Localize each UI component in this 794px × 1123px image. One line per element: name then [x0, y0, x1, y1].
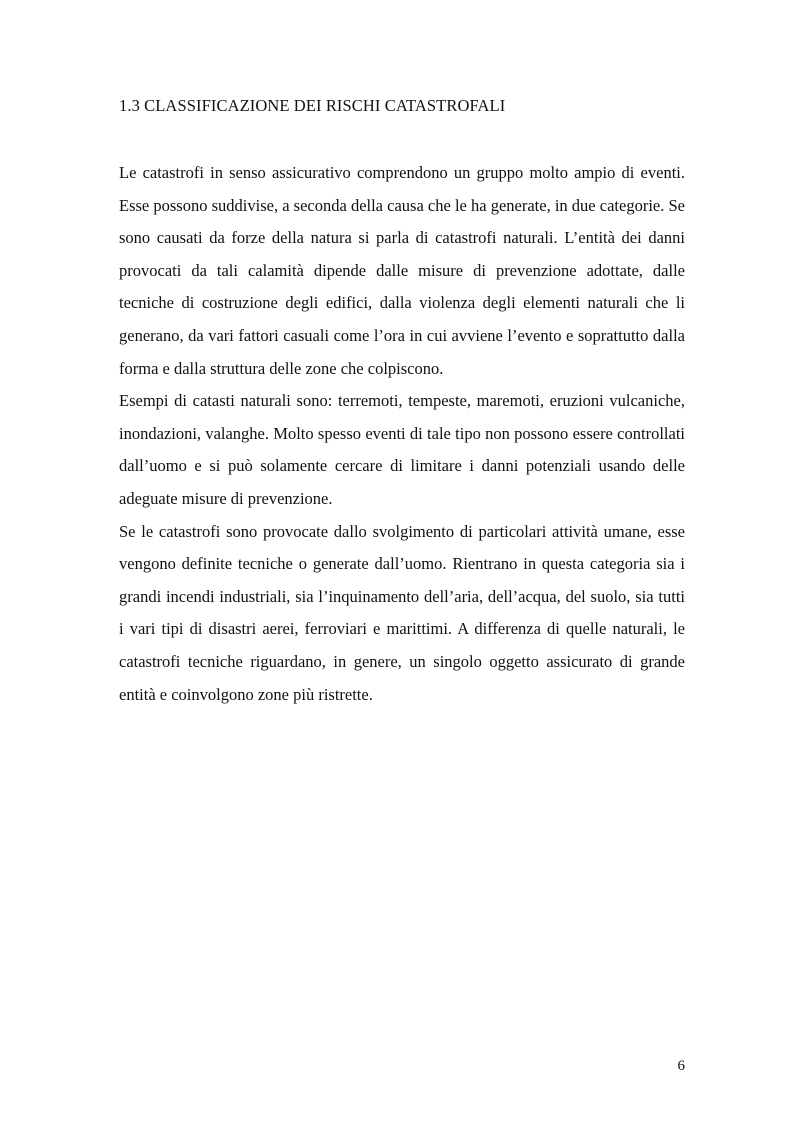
page-number: 6: [677, 1058, 685, 1074]
paragraph-natural-examples: Esempi di catasti naturali sono: terremoti, tempeste, maremoti, eruzioni vulcaniche, inondazioni, valanghe. Molto spesso eventi di tale tipo non possono essere controllati dall’uomo e si può solamente cercare di limitare i danni potenziali usando delle adeguate misure di prevenzione.: [119, 391, 685, 508]
paragraph-definition: Le catastrofi in senso assicurativo comprendono un gruppo molto ampio di eventi. Esse possono suddivise, a seconda della causa che le ha generate, in due categorie. Se sono causati da forze della natura si parla di catastrofi naturali. L’entità dei danni provocati da tali calamità dipende dalle misure di prevenzione adottate, dalle tecniche di costruzione degli edifici, dalla violenza degli elementi naturali che li generano, da vari fattori casuali come l’ora in cui avviene l’evento e soprattutto dalla forma e dalla struttura delle zone che colpiscono.: [119, 163, 685, 378]
section-heading: 1.3 CLASSIFICAZIONE DEI RISCHI CATASTROFALI: [119, 96, 506, 115]
body-text: [119, 157, 685, 711]
paragraph-technical-catastrophes: Se le catastrofi sono provocate dallo svolgimento di particolari attività umane, esse vengono definite tecniche o generate dall’uomo. Rientrano in questa categoria sia i grandi incendi industriali, sia l’inquinamento dell’aria, dell’acqua, del suolo, sia tutti i vari tipi di disastri aerei, ferroviari e marittimi. A differenza di quelle naturali, le catastrofi tecniche riguardano, in genere, un singolo oggetto assicurato di grande entità e coinvolgono zone più ristrette.: [119, 521, 685, 704]
